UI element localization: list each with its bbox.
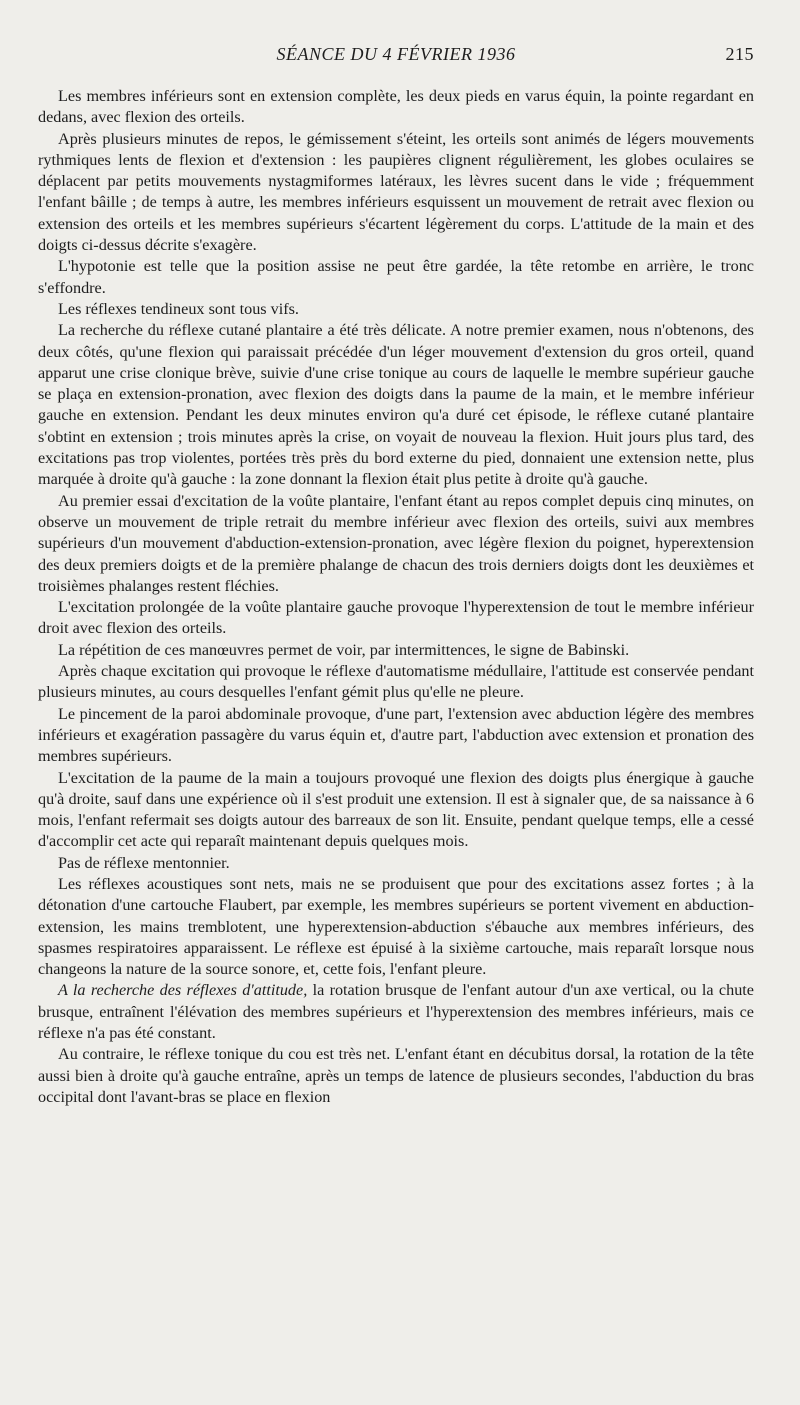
italic-lead: A la recherche des réflexes d'attitude, [58,981,308,1000]
paragraph: Après chaque excitation qui provoque le réflexe d'automatisme médullaire, l'attitude est conservée pendant plusieurs minutes, au cours desquelles l'enfant gémit plus qu'elle ne pleure. [38,662,754,702]
paragraph: La recherche du réflexe cutané plantaire a été très délicate. A notre premier examen, nous n'obtenons, des deux côtés, qu'une flexion qui paraissait précédée d'un léger mouvement d'extension du gros orteil, quand apparut une crise clonique brève, suivie d'une crise tonique au cours de laquelle le membre supérieur gauche se plaça en extension-pronation, avec flexion des doigts dans la paume de la main, et le membre inférieur gauche en extension. Pendant les deux minutes environ qu'a duré cet épisode, le réflexe cutané plantaire s'obtint en extension ; trois minutes après la crise, on voyait de nouveau la flexion. Huit jours plus tard, des excitations pas trop violentes, portées très près du bord externe du pied, donnaient une extension nette, plus marquée à droite qu'à gauche : la zone donnant la flexion était plus petite à droite qu'à gauche. [38,321,754,489]
page-number: 215 [725,44,754,64]
paragraph: Pas de réflexe mentonnier. [58,853,230,872]
paragraph: Au contraire, le réflexe tonique du cou est très net. L'enfant étant en décubitus dorsal, la rotation de la tête aussi bien à droite qu'à gauche entraîne, après un temps de latence de plusieurs secondes, l'abduction du bras occipital dont l'avant-bras se place en flexion [38,1045,754,1106]
paragraph: L'hypotonie est telle que la position assise ne peut être gardée, la tête retombe en arrière, le tronc s'effondre. [38,257,754,297]
paragraph: Les membres inférieurs sont en extension complète, les deux pieds en varus équin, la pointe regardant en dedans, avec flexion des orteils. [38,87,754,127]
paragraph: Le pincement de la paroi abdominale provoque, d'une part, l'extension avec abduction légère des membres inférieurs et exagération passagère du varus équin et, d'autre part, l'abduction avec extension et pronation des membres supérieurs. [38,704,754,766]
header-title: SÉANCE DU 4 FÉVRIER 1936 [276,44,516,64]
paragraph [38,980,754,1044]
paragraph: Après plusieurs minutes de repos, le gémissement s'éteint, les orteils sont animés de légers mouvements rythmiques lents de flexion et d'extension : les paupières clignent régulièrement, les globes oculaires se déplacent par petits mouvements nystagmiformes latéraux, les lèvres sucent dans le vide ; fréquemment l'enfant bâille ; de temps à autre, les membres inférieurs esquissent un mouvement de retrait avec flexion ou extension des orteils et les membres supérieurs s'écartent légèrement du corps. L'attitude de la main et des doigts ci-dessus décrite s'exagère. [38,129,754,255]
paragraph: L'excitation de la paume de la main a toujours provoqué une flexion des doigts plus énergique à gauche qu'à droite, sauf dans une expérience où il s'est produit une extension. Il est à signaler que, de sa naissance à 6 mois, l'enfant refermait ses doigts autour des barreaux de son lit. Ensuite, pendant quelque temps, elle a cessé d'accomplir cet acte qui reparaît maintenant depuis quelques mois. [38,768,754,851]
paragraph: Les réflexes acoustiques sont nets, mais ne se produisent que pour des excitations assez fortes ; à la détonation d'une cartouche Flaubert, par exemple, les membres supérieurs se portent vivement en abduction-extension, les mains tremblotent, une hyperextension-abduction s'ébauche aux membres inférieurs, des spasmes respiratoires apparaissent. Le réflexe est épuisé à la sixième cartouche, mais reparaît lorsque nous changeons la nature de la source sonore, et, cette fois, l'enfant pleure. [38,874,754,979]
paragraph: Les réflexes tendineux sont tous vifs. [58,299,299,318]
paragraph: La répétition de ces manœuvres permet de voir, par intermittences, le signe de Babinski. [58,640,630,659]
running-header [38,44,754,70]
paragraph-rest: la rotation brusque de l'enfant autour d'un axe vertical, ou la chute brusque, entraînent l'élévation des membres supérieurs et l'hyperextension des membres inférieurs, mais ce réflexe n'a pas été constant. [38,981,754,1043]
paragraph: Au premier essai d'excitation de la voûte plantaire, l'enfant étant au repos complet depuis cinq minutes, on observe un mouvement de triple retrait du membre inférieur avec flexion des orteils, suivi aux membres supérieurs d'un mouvement d'abduction-extension-pronation, avec légère flexion du poignet, hyperextension des deux premiers doigts et de la première phalange de chacun des trois derniers doigts dont les deuxièmes et troisièmes phalanges restent fléchies. [38,491,754,595]
body-text [38,86,754,1108]
paragraph: L'excitation prolongée de la voûte plantaire gauche provoque l'hyperextension de tout le membre inférieur droit avec flexion des orteils. [38,598,754,638]
